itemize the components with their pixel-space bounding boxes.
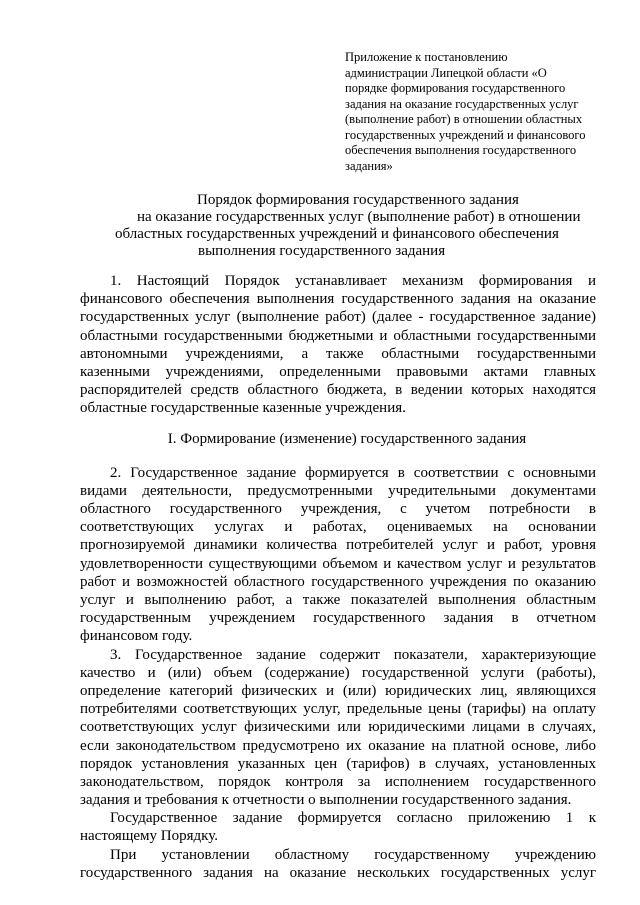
title-line: выполнения государственного задания (198, 243, 446, 259)
text-line: услуг и выполнению работ, а также показателей выполнения областным (80, 592, 596, 608)
text-line: удовлетворенности существующими объемом и качеством услуг и результатов (80, 555, 596, 572)
text-line: видами деятельности, предусмотренными учредительными документами (80, 482, 596, 499)
text-line: соответствующих услуг физическими или юридическими лицами в случаях, (80, 719, 596, 736)
text-line: настоящему Порядку. (80, 828, 218, 845)
text-line: если законодательством предусмотрено их оказание на платной основе, либо (80, 737, 596, 754)
text-line: прогнозируемой динамики количества потребителей услуг и работ, уровня (80, 537, 596, 554)
text-line: автономными учреждениями, а также областными государственными (80, 345, 596, 362)
text-line: казенными учреждениями, определенными правовыми актами главных (80, 363, 596, 380)
text-line: государственных услуг (выполнение работ) (далее - государственное задание) (80, 309, 596, 326)
title-line: областных государственных учреждений и финансового обеспечения (115, 226, 559, 242)
text-line: 1. Настоящий Порядок устанавливает механизм формирования и (110, 273, 596, 289)
annex-line: задания на оказание государственных услуг (345, 96, 579, 111)
annex-note (345, 50, 595, 174)
text-line: областные государственные казенные учреждения. (80, 400, 406, 417)
annex-line: государственных учреждений и финансового (345, 127, 586, 142)
paragraph-1 (80, 272, 596, 418)
annex-line: задания» (345, 158, 393, 173)
paragraph-2 (80, 464, 596, 646)
annex-line: обеспечения выполнения государственного (345, 143, 577, 157)
text-line: государственного задания на оказание нескольких государственных услуг (80, 864, 596, 881)
text-line: финансовом году. (80, 628, 193, 645)
paragraph-5 (80, 846, 596, 882)
text-line: Государственное задание формируется согласно приложению 1 к (110, 810, 596, 827)
annex-line: порядке формирования государственного (345, 81, 566, 95)
annex-line: Приложение к постановлению (345, 50, 508, 64)
text-line: 2. Государственное задание формируется в соответствии с основными (110, 464, 596, 481)
text-line: 3. Государственное задание содержит показатели, характеризующие (110, 646, 596, 663)
text-line: финансового обеспечения выполнения государственного задания на оказание (80, 291, 596, 308)
text-line: порядок установления указанных цен (тарифов) в случаях, установленных (80, 755, 596, 772)
title-line: на оказание государственных услуг (выполнение работ) в отношении (137, 209, 581, 225)
paragraph-4 (80, 809, 596, 845)
annex-line: (выполнение работ) в отношении областных (345, 112, 583, 126)
text-line: областного государственного учреждения, с учетом потребности в (80, 501, 596, 518)
text-line: государственным учреждением государственного задания в отчетном (80, 610, 596, 627)
document-body (80, 272, 596, 882)
paragraph-3 (80, 646, 596, 810)
annex-line: администрации Липецкой области «О (345, 65, 547, 80)
title-line: Порядок формирования государственного задания (197, 192, 519, 208)
text-line: потребителями соответствующих услуг, предельные цены (тарифы) на оплату (80, 701, 596, 718)
text-line: определение категорий физических и (или) юридических лиц, являющихся (80, 682, 596, 699)
text-line: При установлении областному государственному учреждению (110, 846, 596, 863)
text-line: областными государственными бюджетными и областными государственными (80, 327, 596, 344)
text-line: законодательством, порядок контроля за исполнением государственного (80, 773, 596, 790)
text-line: задания и требования к отчетности о выполнении государственного задания. (80, 792, 572, 809)
text-line: распорядителей средств областного бюджета, в ведении которых находятся (80, 382, 596, 399)
text-line: соответствующих услугах и работах, оцениваемых на основании (80, 519, 596, 536)
section-heading: I. Формирование (изменение) государственного задания (167, 430, 527, 447)
text-line: качество и (или) объем (содержание) государственной услуги (работы), (80, 664, 596, 681)
text-line: работ и возможностей областного государственного учреждения по оказанию (80, 573, 596, 590)
document-title (0, 192, 640, 260)
